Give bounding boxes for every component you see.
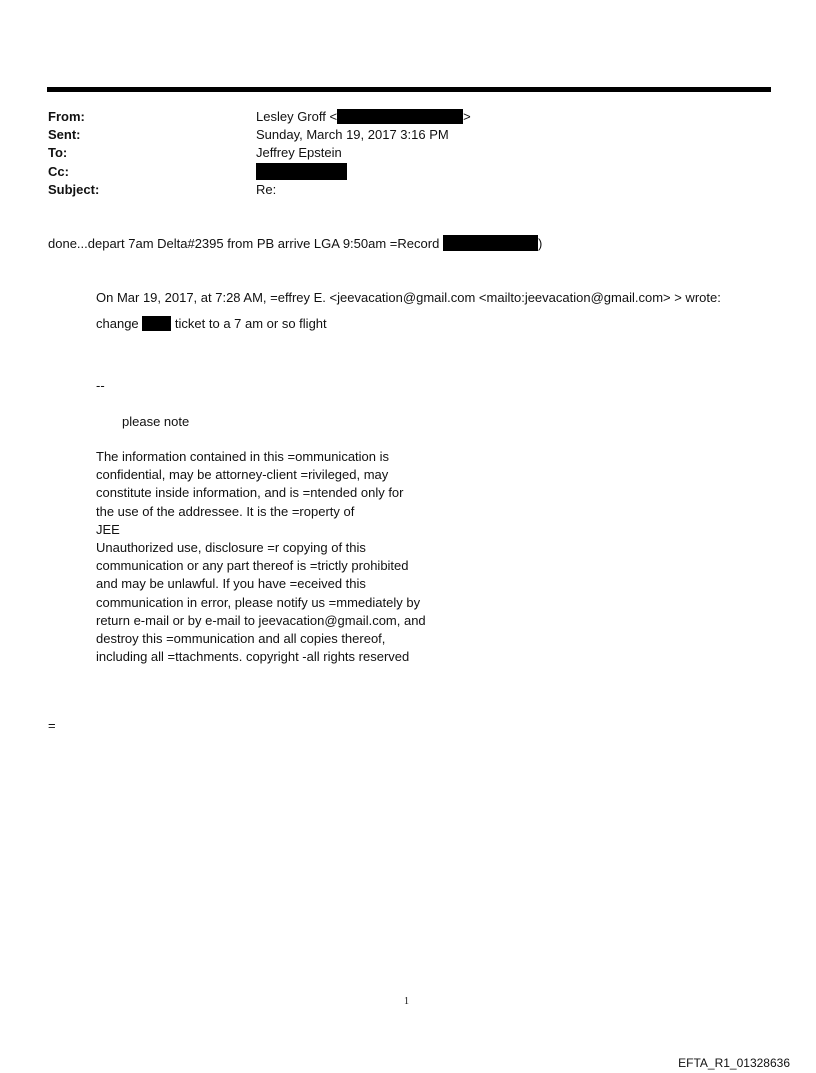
- disclaimer-line: communication or any part thereof is =trictly prohibited: [96, 558, 409, 574]
- redaction-box: [337, 109, 463, 124]
- cc-label: Cc:: [48, 163, 69, 179]
- change-post: ticket to a 7 am or so flight: [174, 316, 327, 332]
- subject-value: Re:: [256, 181, 277, 197]
- document-id: EFTA_R1_01328636: [678, 1056, 790, 1070]
- reply-end: ): [537, 236, 543, 251]
- quoted-message: [96, 289, 721, 333]
- trailer-char: =: [48, 718, 56, 733]
- reply-text: done...depart 7am Delta#2395 from PB arrive LGA 9:50am =Record: [48, 236, 440, 251]
- to-value: Jeffrey Epstein: [256, 145, 342, 161]
- header-rule: [47, 87, 771, 92]
- disclaimer-line: constitute inside information, and is =ntended only for: [96, 485, 404, 501]
- disclaimer-line: including all =ttachments. copyright -all rights reserved: [96, 649, 410, 665]
- signature-separator: --: [96, 378, 105, 393]
- cc-value: [256, 163, 347, 182]
- from-label: From:: [48, 109, 85, 124]
- from-name: Lesley Groff <: [256, 109, 338, 124]
- from-close: >: [463, 109, 471, 124]
- change-pre: change: [96, 316, 139, 332]
- reply-line: [48, 235, 542, 251]
- subject-label: Subject:: [48, 181, 100, 197]
- sent-value: Sunday, March 19, 2017 3:16 PM: [256, 127, 449, 143]
- disclaimer-line: confidential, may be attorney-client =rivileged, may: [96, 467, 389, 483]
- disclaimer-line: and may be unlawful. If you have =eceived this: [96, 576, 366, 592]
- disclaimer-line: communication in error, please notify us =mmediately by: [96, 594, 421, 610]
- quoted-change-line: [96, 315, 721, 333]
- disclaimer-line: JEE: [96, 521, 120, 537]
- disclaimer-line: Unauthorized use, disclosure =r copying of this: [96, 540, 366, 556]
- from-value: [256, 108, 471, 126]
- redaction-box: [443, 235, 538, 251]
- disclaimer-line: return e-mail or by e-mail to jeevacation@gmail.com, and: [96, 612, 426, 628]
- disclaimer-line: destroy this =ommunication and all copies thereof,: [96, 631, 386, 647]
- sent-label: Sent:: [48, 127, 81, 143]
- redaction-box: [142, 316, 171, 331]
- quoted-intro: On Mar 19, 2017, at 7:28 AM, =effrey E. <jeevacation@gmail.com <mailto:jeevacation@gmail.com> > wrote:: [96, 290, 721, 305]
- to-label: To:: [48, 145, 68, 161]
- page-number: 1: [404, 996, 409, 1007]
- disclaimer-line: the use of the addressee. It is the =roperty of: [96, 503, 355, 519]
- disclaimer-block: [96, 448, 426, 666]
- please-note: please note: [122, 414, 190, 429]
- redaction-box: [256, 163, 347, 180]
- disclaimer-line: The information contained in this =ommunication is: [96, 449, 390, 464]
